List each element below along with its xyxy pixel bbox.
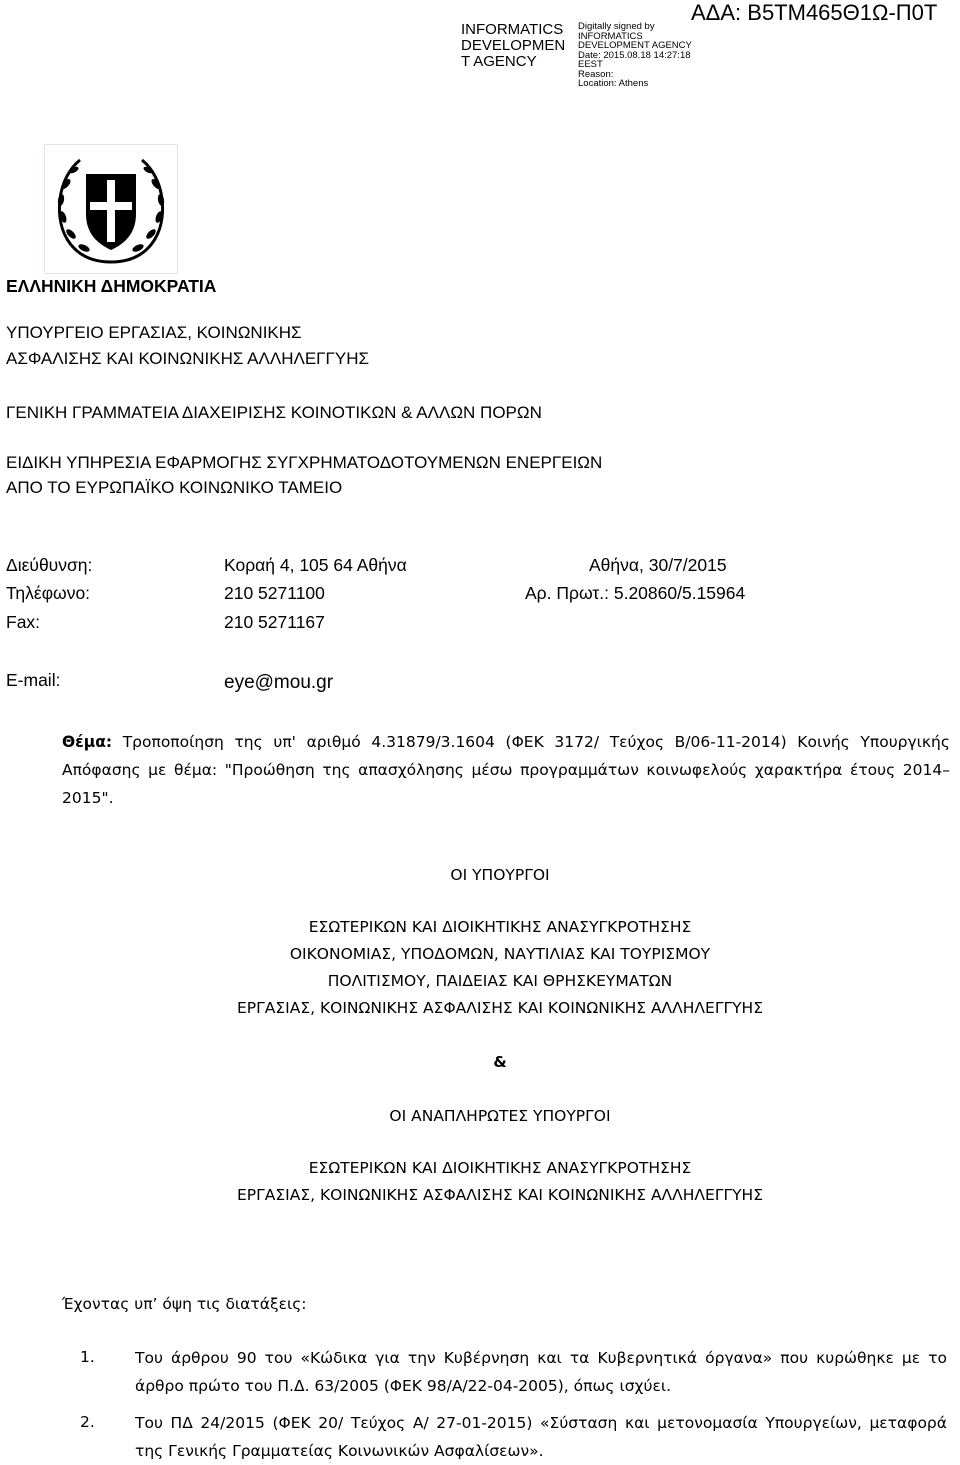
republic-title: ΕΛΛΗΝΙΚΗ ΔΗΜΟΚΡΑΤΙΑ (6, 276, 217, 296)
signature-detail-line: EEST (578, 59, 603, 70)
fax-value: 210 5271167 (224, 612, 325, 632)
provision-text: Του ΠΔ 24/2015 (ΦΕΚ 20/ Τεύχος Α/ 27-01-2015) «Σύσταση και μετονομασία Υπουργείων, μεταφορά της Γενικής Γραμματείας Κοινωνικών Ασφαλίσεων». (135, 1414, 947, 1460)
ministry-line-2: ΑΣΦΑΛΙΣΗΣ ΚΑΙ ΚΟΙΝΩΝΙΚΗΣ ΑΛΛΗΛΕΓΓΥΗΣ (6, 349, 370, 368)
ministers-title: ΟΙ ΥΠΟΥΡΓΟΙ (450, 866, 550, 884)
minister-line: ΕΣΩΤΕΡΙΚΩΝ ΚΑΙ ΔΙΟΙΚΗΤΙΚΗΣ ΑΝΑΣΥΓΚΡΟΤΗΣΗΣ (308, 918, 692, 936)
address-label: Διεύθυνση: (6, 555, 93, 575)
secretariat-line: ΓΕΝΙΚΗ ΓΡΑΜΜΑΤΕΙΑ ΔΙΑΧΕΙΡΙΣΗΣ ΚΟΙΝΟΤΙΚΩΝ & ΑΛΛΩΝ ΠΟΡΩΝ (6, 403, 542, 422)
signature-org-line: INFORMATICS (461, 21, 564, 38)
signature-org-line: T AGENCY (461, 53, 537, 70)
email-label: E-mail: (6, 670, 61, 690)
document-date: Αθήνα, 30/7/2015 (589, 555, 727, 575)
subject-text: Τροποποίηση της υπ' αριθμό 4.31879/3.1604 (ΦΕΚ 3172/ Τεύχος Β/06-11-2014) Κοινής Υπουργικής Απόφασης με θέμα: "Προώθηση της απασχόλησης μέσω προγραμμάτων κοινωφελούς χαρακτήρα έτους 2014–2015". (62, 733, 950, 807)
provision-number: 2. (80, 1413, 95, 1431)
address-value: Κοραή 4, 105 64 Αθήνα (224, 555, 407, 575)
signature-detail-line: INFORMATICS (578, 30, 643, 42)
signature-detail-line: Location: Athens (578, 78, 649, 89)
service-line-1: ΕΙΔΙΚΗ ΥΠΗΡΕΣΙΑ ΕΦΑΡΜΟΓΗΣ ΣΥΓΧΡΗΜΑΤΟΔΟΤΟΥΜΕΝΩΝ ΕΝΕΡΓΕΙΩΝ (6, 453, 603, 472)
service-line-2: ΑΠΟ ΤΟ ΕΥΡΩΠΑΪΚΟ ΚΟΙΝΩΝΙΚΟ ΤΑΜΕΙΟ (6, 478, 343, 497)
phone-label: Τηλέφωνο: (6, 583, 91, 603)
signature-detail-line: DEVELOPMENT AGENCY (578, 40, 692, 51)
signature-org-line: DEVELOPMEN (461, 37, 566, 54)
deputy-ministers-title: ΟΙ ΑΝΑΠΛΗΡΩΤΕΣ ΥΠΟΥΡΓΟΙ (389, 1107, 611, 1125)
minister-line: ΠΟΛΙΤΙΣΜΟΥ, ΠΑΙΔΕΙΑΣ ΚΑΙ ΘΡΗΣΚΕΥΜΑΤΩΝ (327, 972, 673, 990)
signature-detail-line: Reason: (578, 68, 614, 80)
subject-label: Θέμα: (62, 733, 113, 751)
signature-org (461, 22, 565, 70)
phone-value: 210 5271100 (224, 583, 325, 603)
email-value[interactable]: eye@mou.gr (224, 672, 334, 693)
signature-detail-line: Digitally signed by (578, 21, 655, 32)
signature-details (578, 22, 692, 89)
signature-detail-line: Date: 2015.08.18 14:27:18 (578, 49, 691, 61)
protocol-number: Αρ. Πρωτ.: 5.20860/5.15964 (525, 583, 746, 603)
minister-line: ΕΡΓΑΣΙΑΣ, ΚΟΙΝΩΝΙΚΗΣ ΑΣΦΑΛΙΣΗΣ ΚΑΙ ΚΟΙΝΩΝΙΚΗΣ ΑΛΛΗΛΕΓΓΥΗΣ (236, 999, 764, 1017)
ministry-line-1: ΥΠΟΥΡΓΕΙΟ ΕΡΓΑΣΙΑΣ, ΚΟΙΝΩΝΙΚΗΣ (6, 323, 302, 342)
minister-line: ΟΙΚΟΝΟΜΙΑΣ, ΥΠΟΔΟΜΩΝ, ΝΑΥΤΙΛΙΑΣ ΚΑΙ ΤΟΥΡΙΣΜΟΥ (289, 945, 711, 963)
ampersand: & (493, 1053, 507, 1071)
deputy-minister-line: ΕΣΩΤΕΡΙΚΩΝ ΚΑΙ ΔΙΟΙΚΗΤΙΚΗΣ ΑΝΑΣΥΓΚΡΟΤΗΣΗΣ (308, 1159, 692, 1177)
fax-label: Fax: (6, 612, 41, 632)
provision-text: Του άρθρου 90 του «Κώδικα για την Κυβέρνηση και τα Κυβερνητικά όργανα» που κυρώθηκε με το άρθρο πρώτο του Π.Δ. 63/2005 (ΦΕΚ 98/Α/22-04-2005), όπως ισχύει. (135, 1349, 947, 1395)
provision-number: 1. (80, 1348, 95, 1366)
greek-emblem-icon (44, 144, 178, 274)
subject-paragraph (62, 728, 950, 812)
deputy-minister-line: ΕΡΓΑΣΙΑΣ, ΚΟΙΝΩΝΙΚΗΣ ΑΣΦΑΛΙΣΗΣ ΚΑΙ ΚΟΙΝΩΝΙΚΗΣ ΑΛΛΗΛΕΓΓΥΗΣ (236, 1186, 764, 1204)
provisions-intro: Έχοντας υπ’ όψη τις διατάξεις: (62, 1295, 307, 1313)
ada-code: ΑΔΑ: Β5ΤΜ465Θ1Ω-Π0Τ (691, 0, 938, 25)
